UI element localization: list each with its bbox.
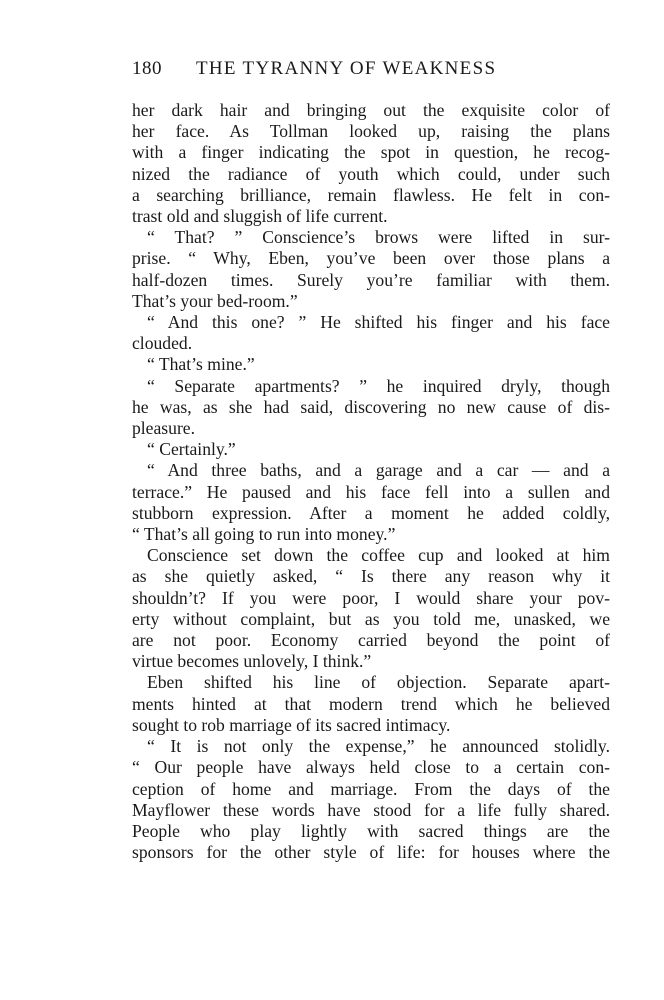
text-line: ments hinted at that modern trend which he believed — [132, 693, 610, 714]
text-line: virtue becomes unlovely, I think.” — [132, 651, 372, 672]
text-line: “ Separate apartments? ” he inquired dryly, though — [147, 375, 610, 396]
text-line: Conscience set down the coffee cup and looked at him — [147, 545, 610, 566]
book-title: THE TYRANNY OF WEAKNESS — [196, 58, 497, 79]
text-line: stubborn expression. After a moment he added coldly, — [132, 502, 610, 523]
body-text — [132, 100, 610, 863]
text-line: “ It is not only the expense,” he announced stolidly. — [147, 736, 610, 757]
text-line: Mayflower these words have stood for a life fully shared. — [132, 799, 610, 820]
text-line: her dark hair and bringing out the exquisite color of — [132, 100, 610, 120]
text-line: with a finger indicating the spot in question, he recog- — [132, 142, 610, 163]
page-number: 180 — [132, 58, 162, 79]
text-line: her face. As Tollman looked up, raising the plans — [132, 121, 610, 142]
text-line: terrace.” He paused and his face fell into a sullen and — [132, 481, 610, 502]
text-line: clouded. — [132, 333, 193, 354]
text-line: are not poor. Economy carried beyond the point of — [132, 630, 610, 651]
text-line: “ Our people have always held close to a certain con- — [132, 757, 610, 778]
text-line: Eben shifted his line of objection. Separate apart- — [147, 672, 610, 693]
text-line: half-dozen times. Surely you’re familiar with them. — [132, 269, 610, 290]
running-head — [132, 58, 610, 88]
text-line: pleasure. — [132, 418, 196, 439]
text-line: he was, as she had said, discovering no new cause of dis- — [132, 396, 610, 417]
text-line: “ And three baths, and a garage and a car — and a — [147, 460, 610, 481]
text-line: prise. “ Why, Eben, you’ve been over those plans a — [132, 248, 610, 269]
text-line: “ That? ” Conscience’s brows were lifted in sur- — [147, 227, 610, 248]
text-line: sponsors for the other style of life: for houses where the — [132, 842, 610, 863]
text-line: “ Certainly.” — [147, 439, 236, 460]
text-line: sought to rob marriage of its sacred intimacy. — [132, 714, 451, 735]
text-line: “ That’s mine.” — [147, 354, 255, 375]
text-line: “ And this one? ” He shifted his finger and his face — [147, 312, 610, 333]
text-line: nized the radiance of youth which could, under such — [132, 163, 610, 184]
text-line: That’s your bed-room.” — [132, 290, 298, 311]
text-line: shouldn’t? If you were poor, I would share your pov- — [132, 587, 610, 608]
text-line: ception of home and marriage. From the days of the — [132, 778, 610, 799]
text-line: as she quietly asked, “ Is there any reason why it — [132, 566, 610, 587]
book-page — [132, 58, 610, 863]
text-line: People who play lightly with sacred things are the — [132, 820, 610, 841]
text-line: trast old and sluggish of life current. — [132, 206, 388, 227]
text-line: “ That’s all going to run into money.” — [132, 524, 396, 545]
text-line: a searching brilliance, remain flawless. He felt in con- — [132, 184, 610, 205]
text-line: erty without complaint, but as you told me, unasked, we — [132, 608, 610, 629]
